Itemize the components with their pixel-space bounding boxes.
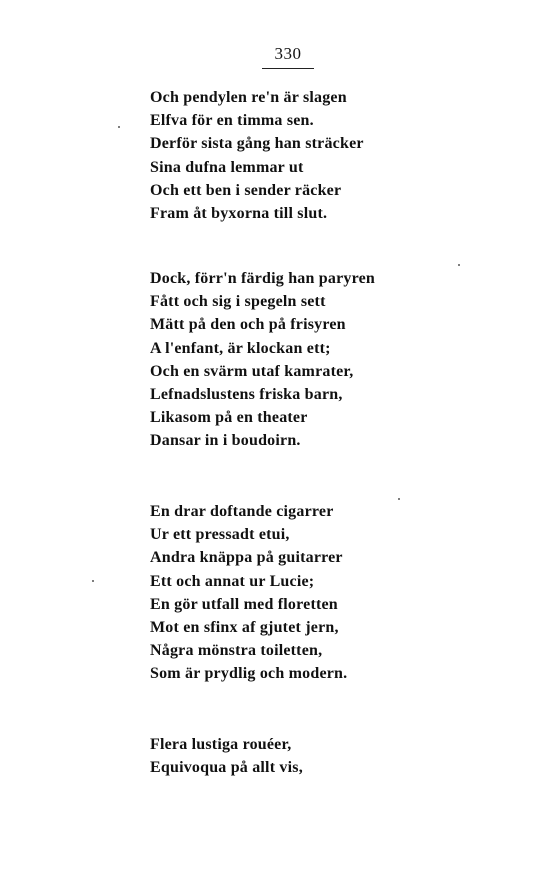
verse-line: Sina dufna lemmar ut [150, 158, 304, 176]
print-speck [92, 580, 94, 582]
print-speck [458, 264, 460, 266]
stanza-2 [150, 267, 375, 453]
print-speck [118, 126, 120, 128]
page-number-rule [262, 68, 314, 69]
verse-line: Ett och annat ur Lucie; [150, 572, 315, 590]
verse-line: Lefnadslustens friska barn, [150, 385, 343, 403]
verse-line: Elfva för en timma sen. [150, 112, 314, 130]
verse-line: Och pendylen re'n är slagen [150, 89, 347, 106]
verse-line: Mätt på den och på frisyren [150, 316, 346, 334]
verse-line: Flera lustiga rouéer, [150, 736, 292, 753]
verse-line: Mot en sfinx af gjutet jern, [150, 618, 339, 636]
print-speck [398, 498, 400, 500]
verse-line: Som är prydlig och modern. [150, 665, 348, 683]
verse-line: A l'enfant, är klockan ett; [150, 339, 331, 357]
verse-line: Dock, förr'n färdig han paryren [150, 270, 376, 287]
stanza-3 [150, 500, 347, 686]
verse-line: Och en svärm utaf kamrater, [150, 362, 354, 380]
verse-line: En drar doftande cigarrer [150, 503, 334, 520]
verse-line: Och ett ben i sender räcker [150, 181, 342, 199]
stanza-1 [150, 86, 364, 225]
verse-line: Equivoqua på allt vis, [150, 759, 303, 777]
stanza-4 [150, 733, 303, 779]
verse-line: Likasom på en theater [150, 409, 308, 427]
verse-line: Fått och sig i spegeln sett [150, 293, 326, 311]
page-number: 330 [274, 44, 302, 63]
verse-line: Några mönstra toiletten, [150, 642, 323, 660]
verse-line: Fram åt byxorna till slut. [150, 204, 328, 222]
verse-line: En gör utfall med floretten [150, 595, 338, 613]
verse-line: Dansar in i boudoirn. [150, 432, 301, 450]
verse-line: Derför sista gång han sträcker [150, 135, 364, 153]
verse-line: Andra knäppa på guitarrer [150, 549, 343, 567]
verse-line: Ur ett pressadt etui, [150, 526, 290, 544]
